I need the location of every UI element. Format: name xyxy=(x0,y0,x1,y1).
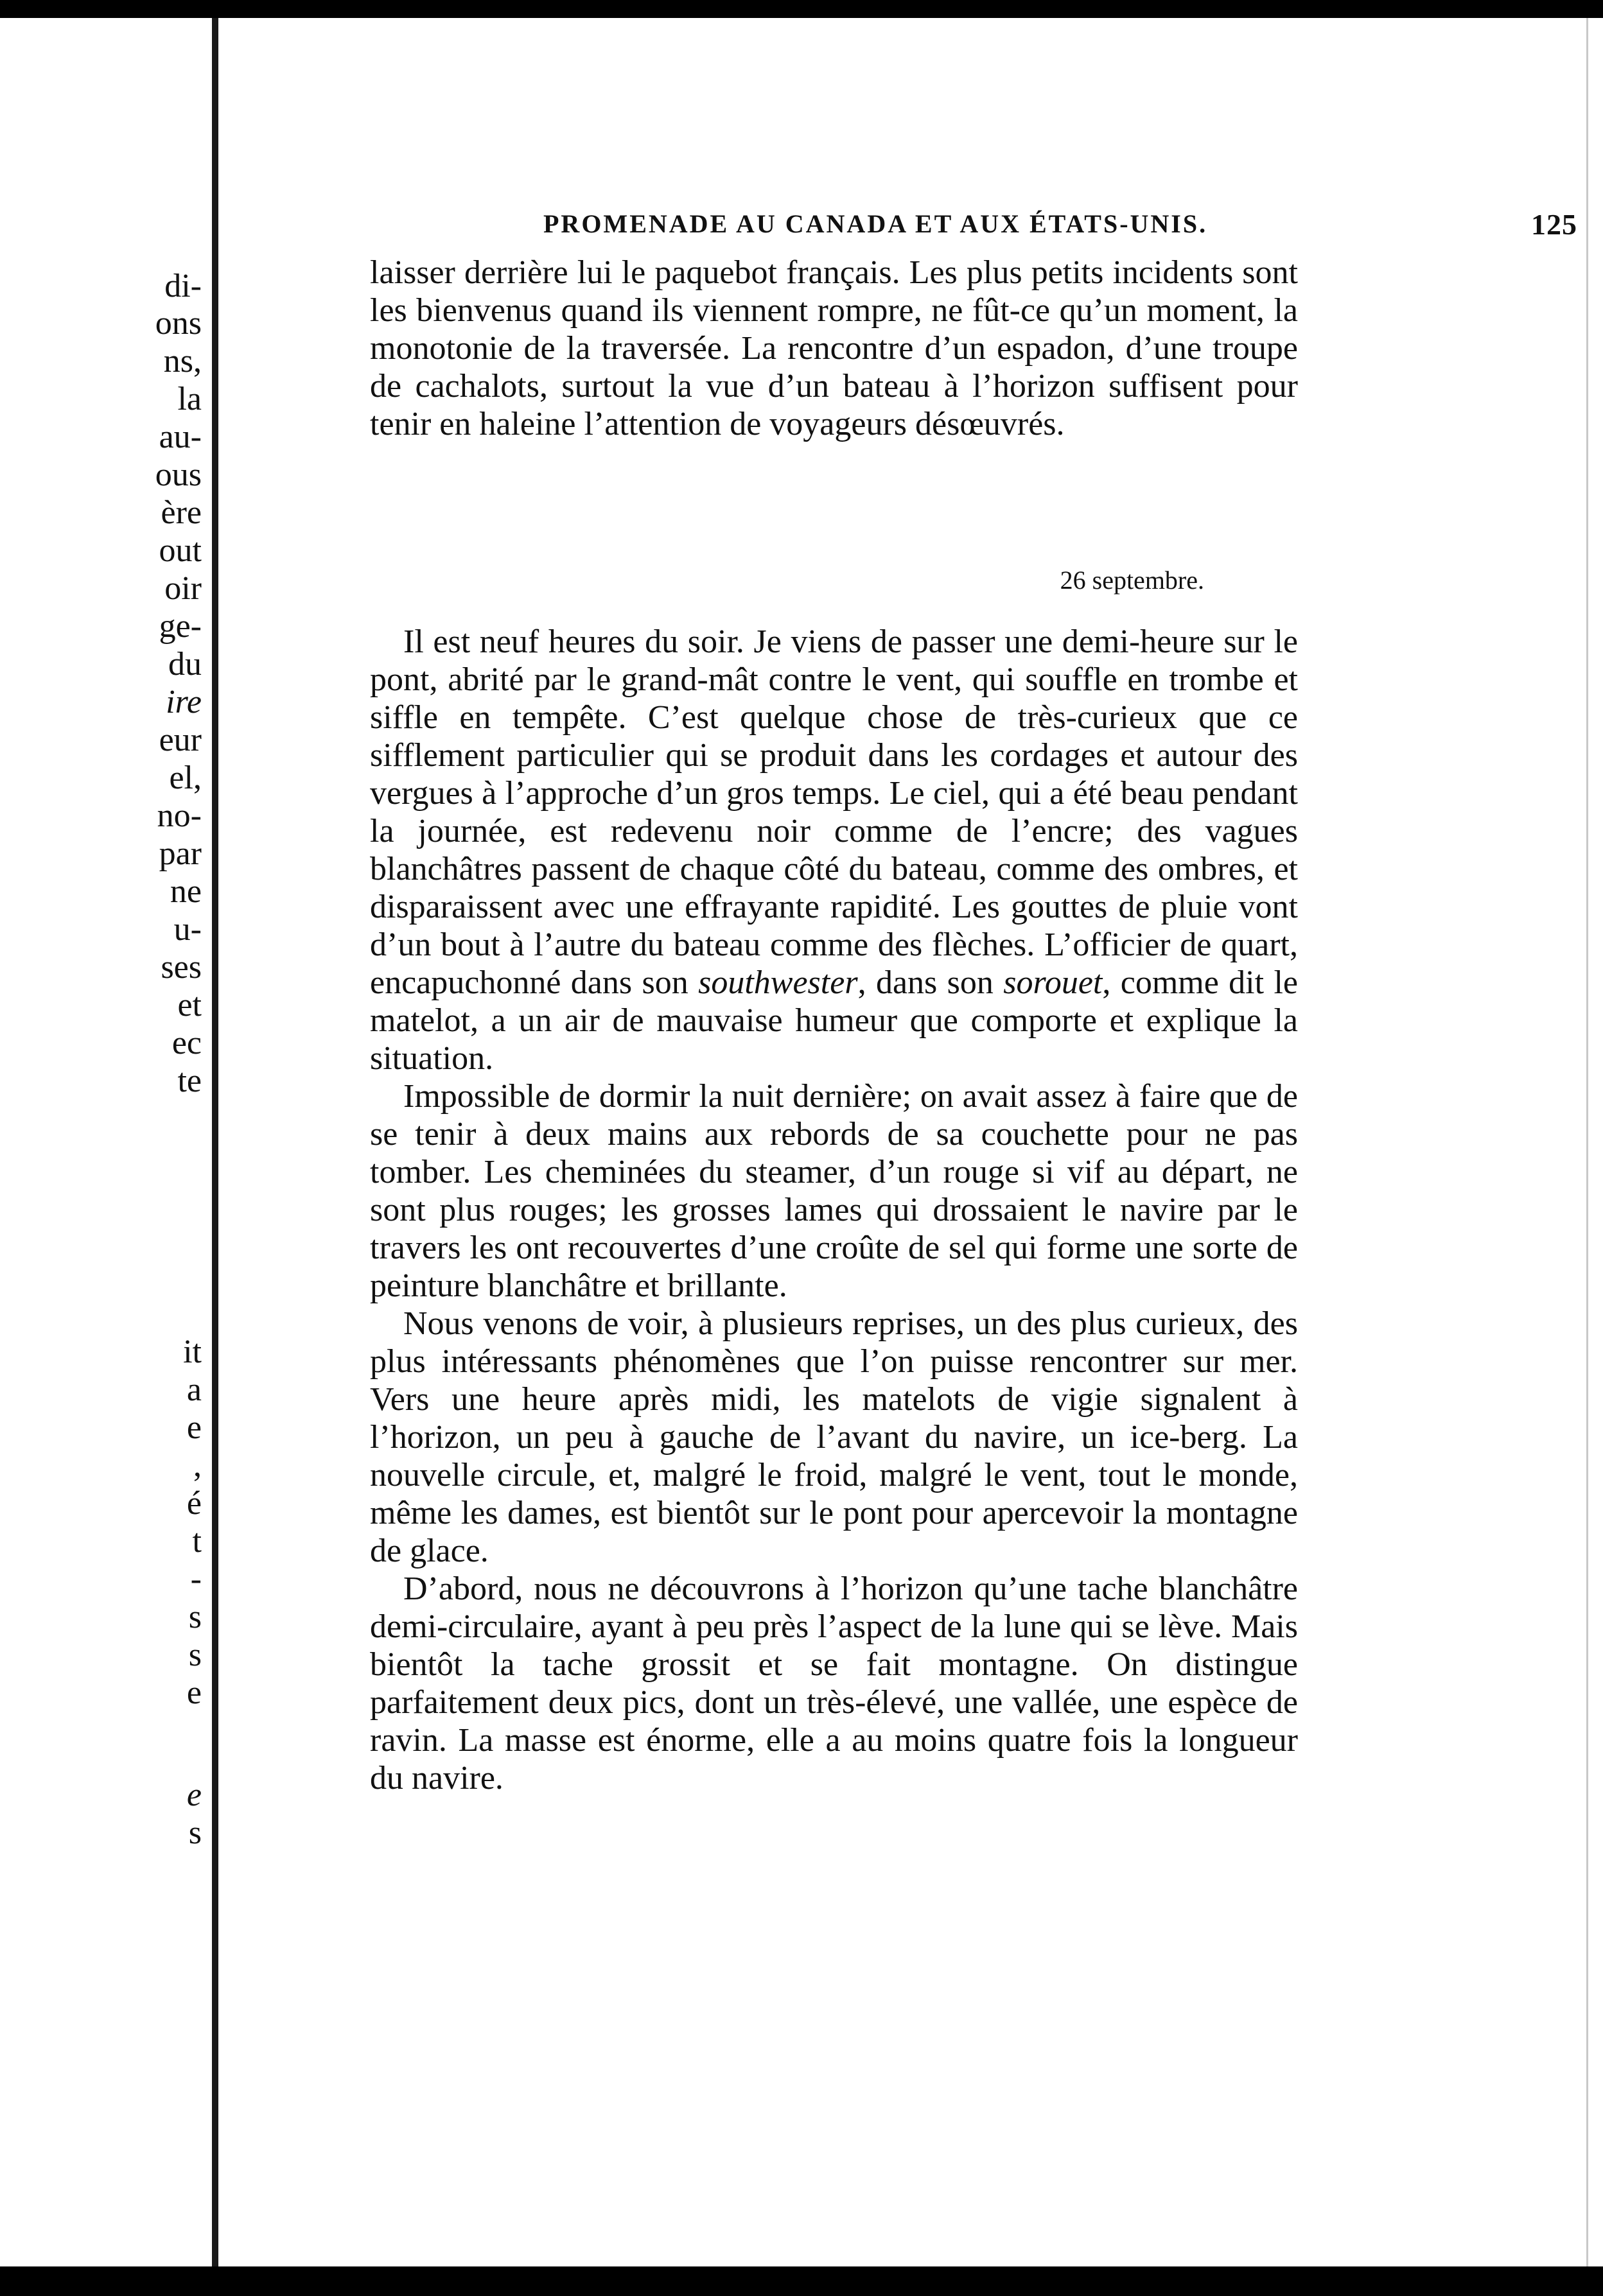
paragraph-iceberg-description: D’abord, nous ne découvrons à l’horizon qu’une tache blanchâtre demi-circulaire, ayant à peu près l’aspect de la lune qui se lève. Mais bientôt la tache grossit et se fait montagne. On distingue parfaitement deux pics, dont un très-élevé, une vallée, une espèce de ravin. La masse est énorme, elle a au moins quatre fois la longueur du navire. xyxy=(370,1570,1298,1796)
book-gutter xyxy=(212,18,218,2266)
fragment-line: la xyxy=(177,381,202,417)
fragment-line: s xyxy=(188,1637,202,1673)
fragment-line: , xyxy=(193,1447,202,1484)
fragment-line: u- xyxy=(173,911,202,948)
fragment-line: par xyxy=(159,835,202,872)
fragment-line: ne xyxy=(170,873,202,910)
italic-term: southwester xyxy=(698,964,858,1001)
fragment-line: t xyxy=(192,1523,202,1560)
scan-top-border xyxy=(0,0,1603,18)
paragraph-iceberg-sighting: Nous venons de voir, à plusieurs reprises, un des plus curieux, des plus intéressants phénomènes que l’on puisse rencontrer sur mer. Vers une heure après midi, les matelots de vigie signalent à l’horizon, un peu à gauche de l’avant du navire, un ice-berg. La nouvelle circule, et, malgré le froid, malgré le vent, tout le monde, même les dames, est bientôt sur le pont pour apercevoir la montagne de glace. xyxy=(370,1305,1298,1569)
fragment-line: ous xyxy=(155,457,202,493)
text-block-top xyxy=(370,254,1298,443)
fragment-line: ns, xyxy=(163,343,202,379)
fragment-line: du xyxy=(168,646,202,683)
fragment-line: out xyxy=(159,532,202,569)
fragment-line: é xyxy=(186,1485,202,1522)
page-edge xyxy=(1586,18,1588,2266)
fragment-line: s xyxy=(188,1599,202,1635)
paragraph-steamer: Impossible de dormir la nuit dernière; on avait assez à faire que de se tenir à deux mains aux rebords de sa couchette pour ne pas tomber. Les cheminées du steamer, d’un rouge si vif au départ, ne sont plus rouges; les grosses lames qui drossaient le navire par le travers les ont recouvertes d’une croûte de sel qui forme une sorte de peinture blanchâtre et brillante. xyxy=(370,1078,1298,1304)
italic-term: sorouet xyxy=(1003,964,1103,1001)
fragment-line: it xyxy=(183,1334,202,1370)
fragment-line: ons xyxy=(155,305,202,342)
fragment-line: ère xyxy=(161,494,202,531)
page-number: 125 xyxy=(1531,208,1577,241)
text-block-main xyxy=(370,623,1298,1797)
diary-date: 26 septembre. xyxy=(1060,566,1204,595)
left-page-fragment xyxy=(0,244,207,2234)
running-head xyxy=(543,208,1577,247)
paragraph-evening: Il est neuf heures du soir. Je viens de passer une demi-heure sur le pont, abrité par le grand-mât contre le vent, qui souffle en trombe et siffle en tempête. C’est quelque chose de très-curieux que ce sifflement particulier qui se produit dans les cordages et autour des vergues à l’approche d’un gros temps. Le ciel, qui a été beau pendant la journée, est redevenu noir comme de l’encre; des vagues blanchâtres passent de chaque côté du bateau, comme des ombres, et disparaissent avec une effrayante rapidité. Les gouttes de pluie vont d’un bout à l’autre du bateau comme des flèches. L’officier de quart, encapuchonné dans son southwester, dans son sorouet, comme dit le matelot, a un air de mauvaise humeur que comporte et explique la situation. xyxy=(370,623,1298,1077)
fragment-line: e xyxy=(186,1409,202,1446)
fragment-line: e xyxy=(186,1777,202,1813)
fragment-line: ses xyxy=(161,949,202,986)
running-head-title: PROMENADE AU CANADA ET AUX ÉTATS-UNIS. xyxy=(543,209,1208,238)
fragment-line: a xyxy=(186,1371,202,1408)
fragment-line: ec xyxy=(171,1025,202,1061)
fragment-line: no- xyxy=(157,797,202,834)
paragraph-continued: laisser derrière lui le paquebot français. Les plus petits incidents sont les bienvenus quand ils viennent rompre, ne fût-ce qu’un moment, la monotonie de la traversée. La rencontre d’un espadon, d’une troupe de cachalots, surtout la vue d’un bateau à l’horizon suffisent pour tenir en haleine l’attention de voyageurs désœuvrés. xyxy=(370,254,1298,442)
scan-bottom-border xyxy=(0,2266,1603,2296)
fragment-line: oir xyxy=(164,570,202,607)
fragment-line: et xyxy=(177,987,202,1023)
fragment-line: - xyxy=(190,1561,202,1597)
fragment-line: ire xyxy=(166,684,202,720)
fragment-line: s xyxy=(188,1814,202,1851)
fragment-line: au- xyxy=(159,419,202,455)
fragment-line: di- xyxy=(164,268,202,304)
fragment-line: e xyxy=(186,1674,202,1711)
fragment-line: ge- xyxy=(159,608,202,645)
fragment-line: te xyxy=(177,1063,202,1099)
fragment-line: eur xyxy=(159,722,202,758)
fragment-line: el, xyxy=(169,760,202,796)
